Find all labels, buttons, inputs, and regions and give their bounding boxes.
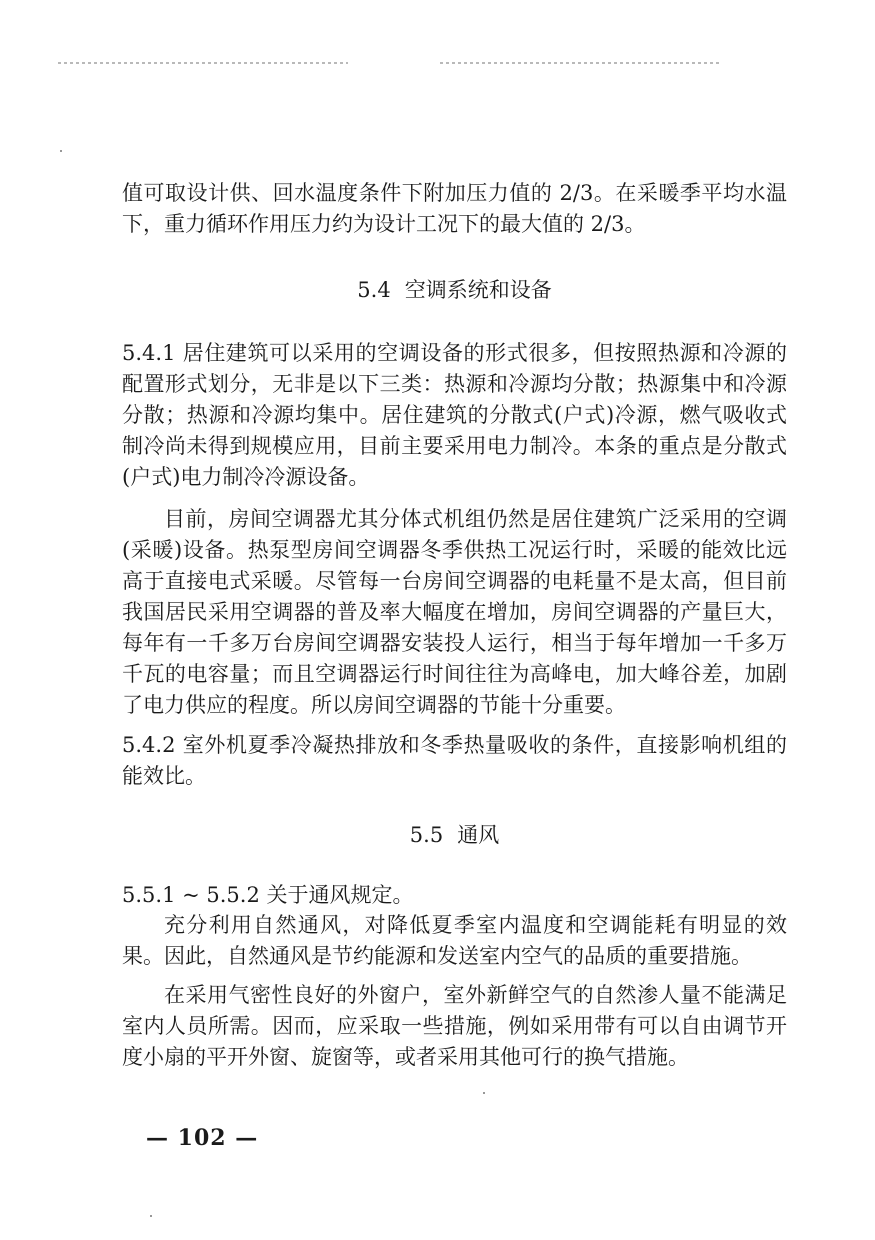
section-5-4-paragraph-2: 目前，房间空调器尤其分体式机组仍然是居住建筑广泛采用的空调(采暖)设备。热泵型房间空调器冬季供热工况运行时，采暖的能效比远高于直接电式采暖。尽管每一台房间空调器的电耗量不是太高，但目前我国居民采用空调器的普及率大幅度在增加，房间空调器的产量巨大，每年有一千多万台房间空调器安装投人运行，相当于每年增加一千多万千瓦的电容量；而且空调器运行时间往往为高峰电，加大峰谷差，加剧了电力供应的程度。所以房间空调器的节能十分重要。 [122,507,787,717]
section-5-5-number: 5.5 [409,823,444,847]
scan-speck [60,150,62,152]
section-5-5-paragraph-1: 充分利用自然通风，对降低夏季室内温度和空调能耗有明显的效果。因此，自然通风是节约能源和发送室内空气的品质的重要措施。 [122,913,787,968]
clause-5-4-2: 5.4.2 室外机夏季冷凝热排放和冬季热量吸收的条件，直接影响机组的能效比。 [122,733,787,788]
section-5-4-heading [122,275,787,305]
intro-paragraph: 值可取设计供、回水温度条件下附加压力值的 2/3。在采暖季平均水温下，重力循环作用压力约为设计工况下的最大值的 2/3。 [122,181,787,236]
section-5-4-number: 5.4 [357,278,391,302]
section-5-5-title: 通风 [457,823,500,847]
section-5-5-paragraph-2: 在采用气密性良好的外窗户，室外新鲜空气的自然渗人量不能满足室内人员所需。因而，应采取一些措施，例如采用带有可以自由调节开度小扇的平开外窗、旋窗等，或者采用其他可行的换气措施。 [122,983,787,1069]
scan-speck [150,1215,152,1217]
scan-speck [483,1092,485,1094]
scan-artifact-line-right [440,62,720,64]
clause-5-4-1: 5.4.1 居住建筑可以采用的空调设备的形式很多，但按照热源和冷源的配置形式划分，无非是以下三类：热源和冷源均分散；热源集中和冷源分散；热源和冷源均集中。居住建筑的分散式(户式)冷源，燃气吸收式制冷尚未得到规模应用，目前主要采用电力制冷。本条的重点是分散式(户式)电力制冷冷源设备。 [122,341,787,489]
scan-artifact-line-left [58,62,348,64]
section-5-4-title: 空调系统和设备 [404,278,552,302]
section-5-5-heading [122,820,787,850]
page-number: — 102 — [146,1125,259,1151]
clause-5-5-1-to-5-5-2: 5.5.1 ~ 5.5.2 关于通风规定。 [122,883,414,907]
